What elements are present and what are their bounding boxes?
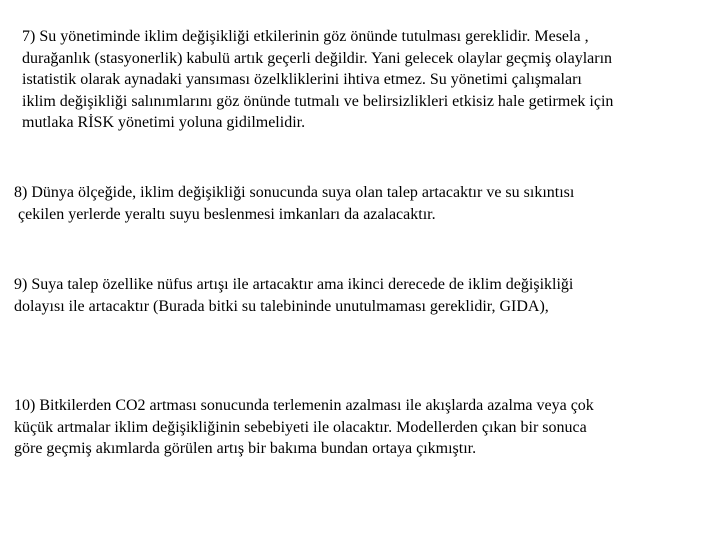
- text-line: 10) Bitkilerden CO2 artması sonucunda terlemenin azalması ile akışlarda azalma veya çok: [14, 397, 594, 414]
- text-line: göre geçmiş akımlarda görülen artış bir bakıma bundan ortaya çıkmıştır.: [14, 440, 477, 457]
- text-line: dolayısı ile artacaktır (Burada bitki su talebininde unutulmaması gereklidir, GIDA),: [14, 297, 549, 315]
- paragraph-8: [14, 182, 574, 225]
- text-line: küçük artmalar iklim değişikliğinin sebebiyeti ile olacaktır. Modellerden çıkan bir sonuca: [14, 418, 587, 436]
- paragraph-9: [14, 274, 573, 317]
- text-line: 8) Dünya ölçeğide, iklim değişikliği sonucunda suya olan talep artacaktır ve su sıkıntısı: [14, 184, 575, 201]
- text-line: çekilen yerlerde yeraltı suyu beslenmesi imkanları da azalacaktır.: [14, 205, 436, 223]
- text-line: mutlaka RİSK yönetimi yoluna gidilmelidir.: [22, 114, 306, 131]
- text-line: durağanlık (stasyonerlik) kabulü artık geçerli değildir. Yani gelecek olaylar geçmiş olayların: [22, 49, 613, 67]
- text-line: istatistik olarak aynadaki yansıması özelkliklerini ihtiva etmez. Su yönetimi çalışmaları: [22, 71, 582, 88]
- text-line: 9) Suya talep özellike nüfus artışı ile artacaktır ama ikinci derecede de iklim değişikliği: [14, 276, 574, 293]
- paragraph-10: [14, 395, 594, 460]
- text-line: iklim değişikliği salınımlarını göz önünde tutmalı ve belirsizlikleri etkisiz hale getirmek için: [22, 92, 614, 110]
- paragraph-7: [22, 26, 613, 134]
- text-line: 7) Su yönetiminde iklim değişikliği etkilerinin göz önünde tutulması gereklidir. Mesela ,: [22, 28, 589, 45]
